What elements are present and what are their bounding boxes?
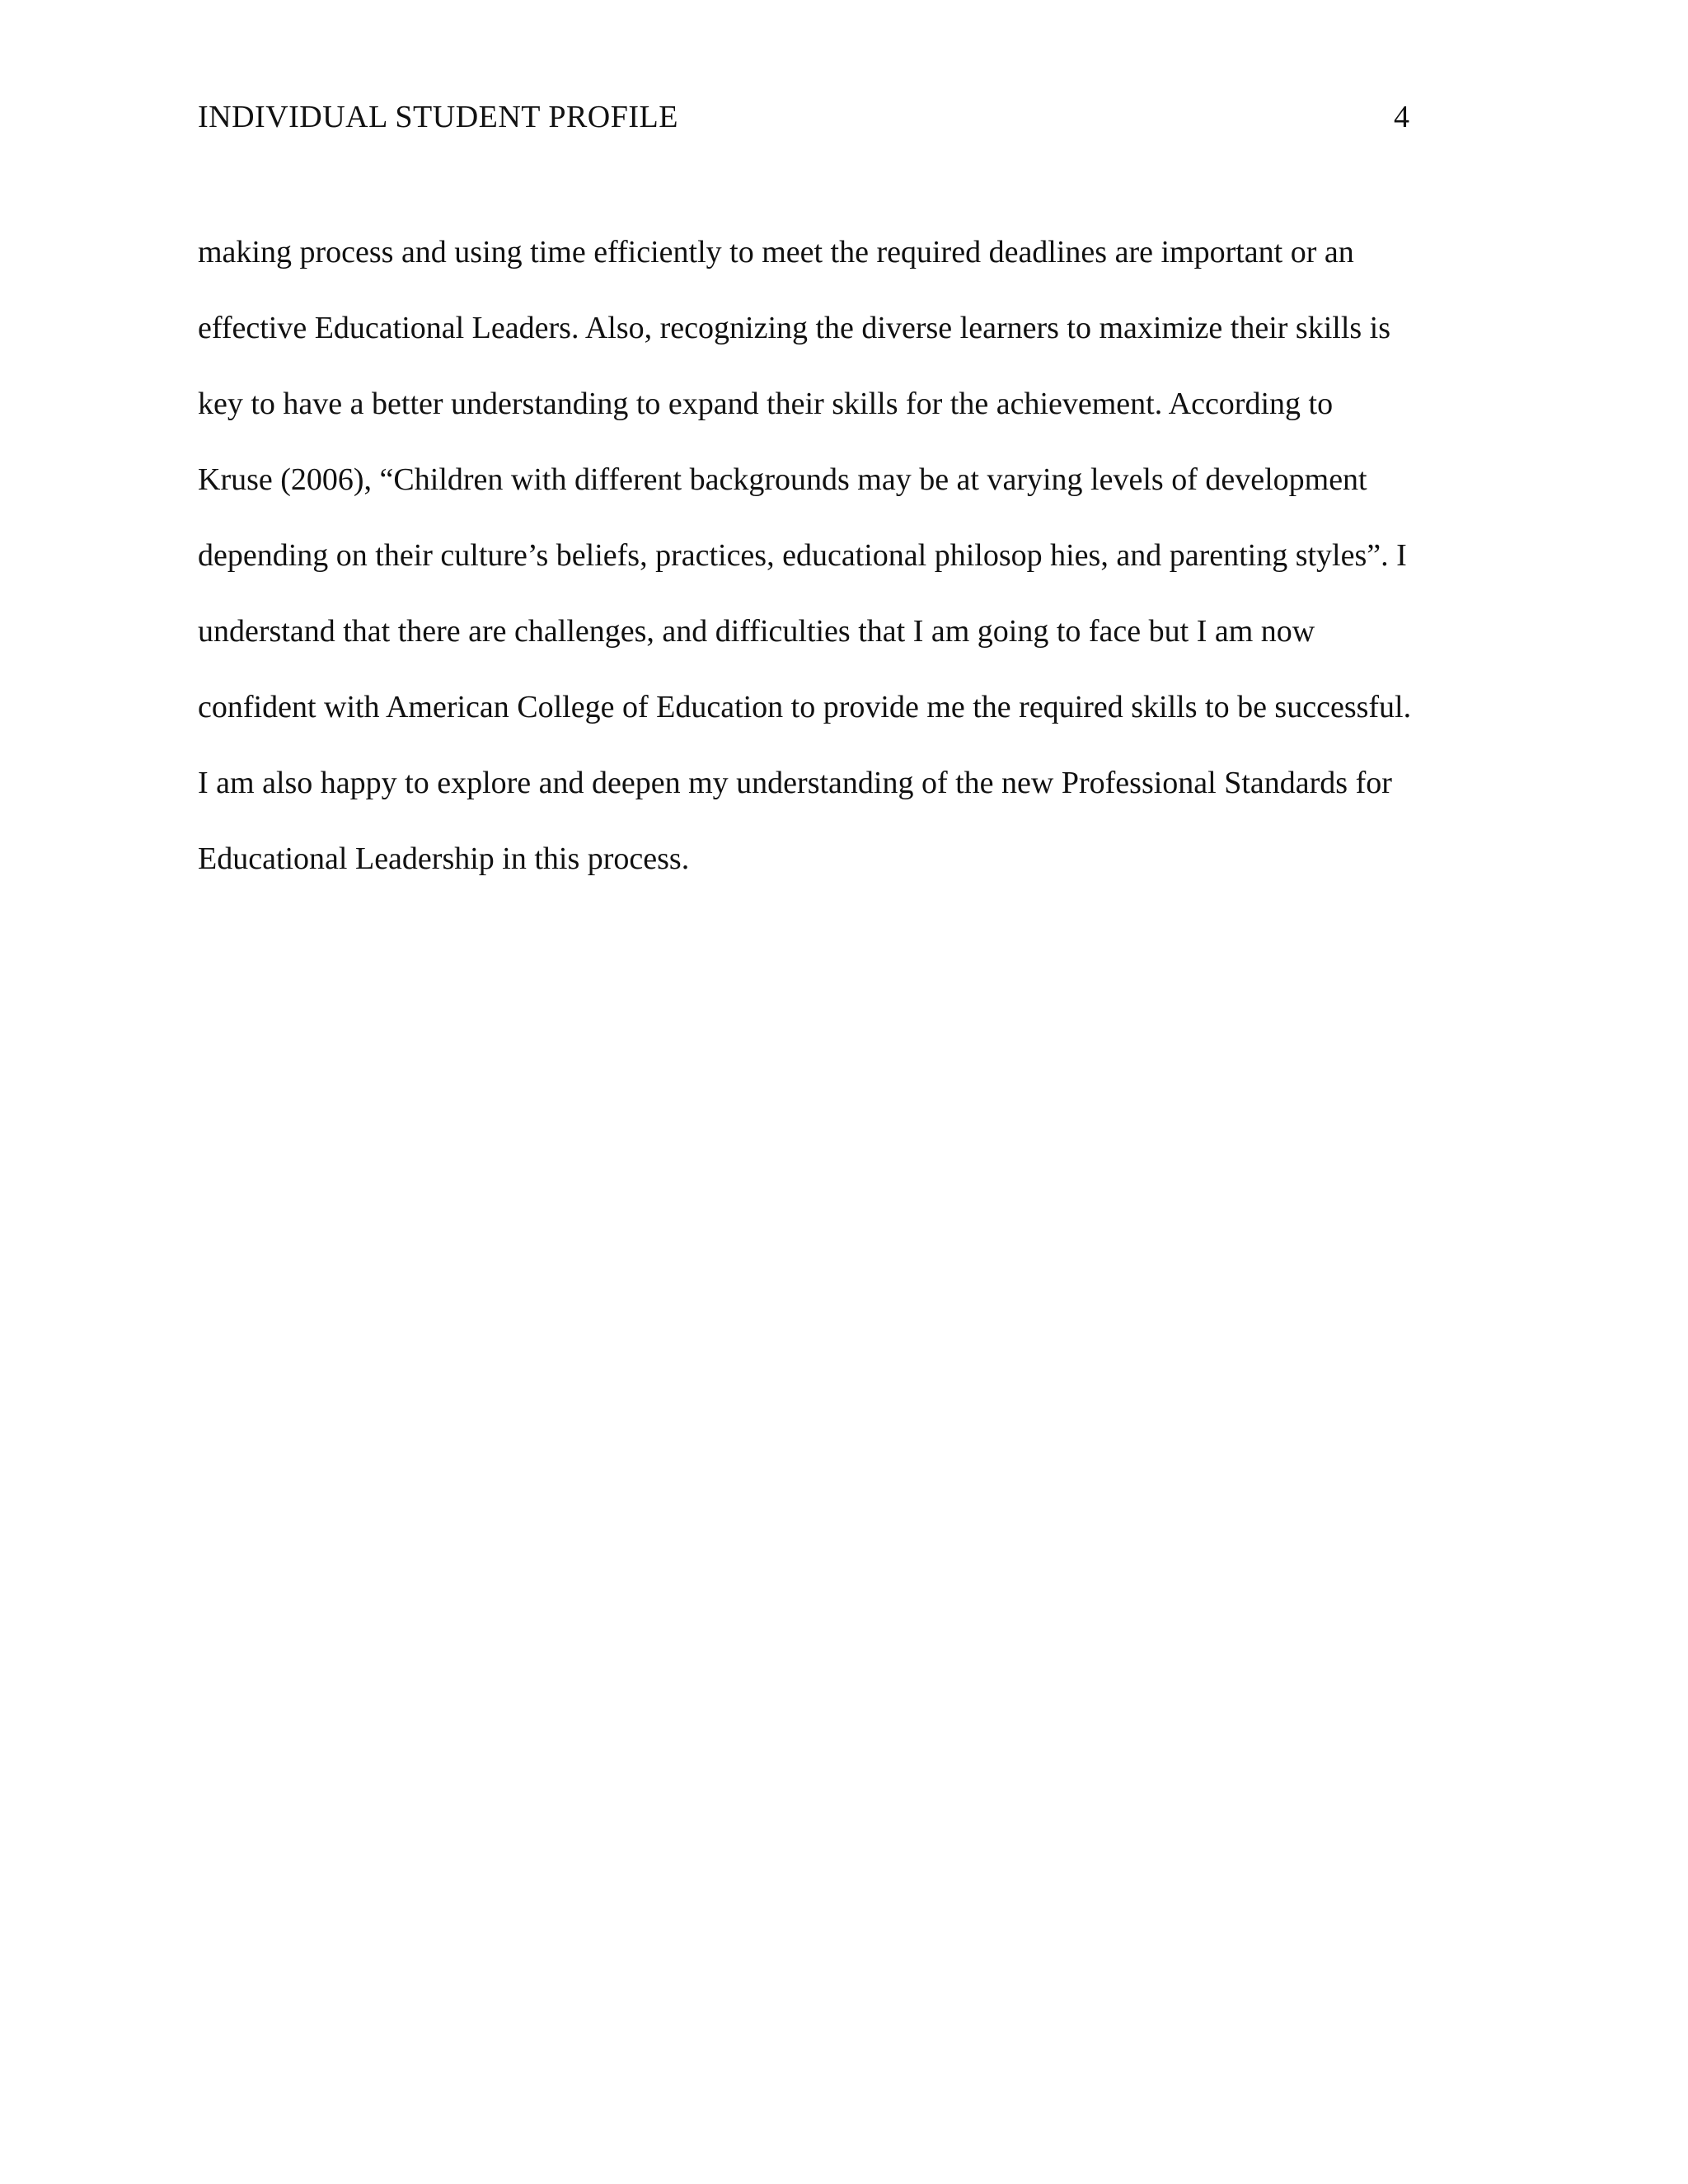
text-line: Educational Leadership in this process. [198, 841, 690, 876]
text-line: I am also happy to explore and deepen my understanding of the new Professional Standards for [198, 766, 1392, 800]
running-head [198, 92, 1409, 142]
text-line: making process and using time efficiently to meet the required deadlines are important or an [198, 235, 1354, 269]
page-number: 4 [1394, 100, 1409, 134]
text-line: Kruse (2006), “Children with different backgrounds may be at varying levels of development [198, 462, 1367, 497]
running-title: INDIVIDUAL STUDENT PROFILE [198, 100, 678, 134]
text-line: understand that there are challenges, and difficulties that I am going to face but I am now [198, 614, 1315, 649]
text-line: effective Educational Leaders. Also, recognizing the diverse learners to maximize their skills is [198, 311, 1391, 345]
text-line: depending on their culture’s beliefs, practices, educational philosop hies, and parenting styles”. I [198, 538, 1407, 573]
text-line: confident with American College of Education to provide me the required skills to be successful. [198, 690, 1412, 724]
text-line: key to have a better understanding to expand their skills for the achievement. According to [198, 387, 1334, 421]
body-paragraph [198, 227, 1517, 910]
